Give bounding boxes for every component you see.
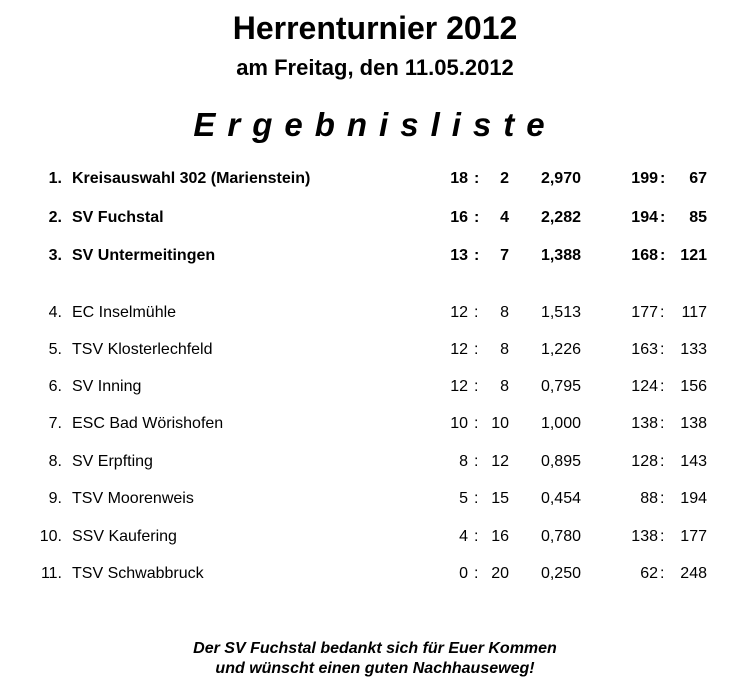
balls-conceded: 156 bbox=[680, 378, 707, 395]
team-name: SV Fuchstal bbox=[72, 209, 164, 226]
table-row bbox=[0, 209, 750, 231]
team-name: ESC Bad Wörishofen bbox=[72, 415, 224, 432]
balls-scored: 138 bbox=[631, 528, 658, 545]
table-row bbox=[0, 304, 750, 326]
points-lost: 8 bbox=[500, 304, 509, 321]
team-name: TSV Klosterlechfeld bbox=[72, 341, 213, 358]
table-row bbox=[0, 170, 750, 192]
table-row bbox=[0, 528, 750, 550]
balls-conceded: 248 bbox=[680, 565, 707, 582]
balls-conceded: 67 bbox=[689, 170, 707, 187]
points-won: 16 bbox=[450, 209, 468, 226]
table-row bbox=[0, 565, 750, 587]
points-won: 0 bbox=[459, 565, 468, 582]
team-name: SSV Kaufering bbox=[72, 528, 177, 545]
footer-line-2: und wünscht einen guten Nachhauseweg! bbox=[215, 660, 535, 677]
points-separator: : bbox=[474, 565, 479, 582]
quotient-value: 1,000 bbox=[540, 415, 581, 432]
points-lost: 2 bbox=[500, 170, 509, 187]
balls-scored: 124 bbox=[631, 378, 658, 395]
balls-scored: 88 bbox=[640, 490, 658, 507]
rank-cell: 10. bbox=[39, 528, 62, 545]
quotient-value: 1,388 bbox=[540, 247, 581, 264]
balls-conceded: 138 bbox=[680, 415, 707, 432]
quotient-value: 1,226 bbox=[540, 341, 581, 358]
points-won: 5 bbox=[459, 490, 468, 507]
balls-separator: : bbox=[660, 378, 665, 395]
rank-cell: 6. bbox=[48, 378, 62, 395]
points-lost: 15 bbox=[491, 490, 509, 507]
balls-scored: 168 bbox=[631, 247, 658, 264]
balls-conceded: 133 bbox=[680, 341, 707, 358]
quotient-value: 2,970 bbox=[540, 170, 581, 187]
balls-conceded: 143 bbox=[680, 453, 707, 470]
rank-cell: 3. bbox=[48, 247, 62, 264]
table-row bbox=[0, 415, 750, 437]
table-row bbox=[0, 490, 750, 512]
points-lost: 10 bbox=[491, 415, 509, 432]
points-lost: 7 bbox=[500, 247, 509, 264]
team-name: EC Inselmühle bbox=[72, 304, 177, 321]
balls-separator: : bbox=[660, 170, 666, 187]
team-name: Kreisauswahl 302 (Marienstein) bbox=[72, 170, 311, 187]
points-separator: : bbox=[474, 378, 479, 395]
team-name: SV Inning bbox=[72, 378, 142, 395]
balls-separator: : bbox=[660, 528, 665, 545]
points-won: 4 bbox=[459, 528, 468, 545]
points-won: 12 bbox=[450, 304, 468, 321]
points-separator: : bbox=[474, 528, 479, 545]
document-title: Herrenturnier 2012 bbox=[232, 10, 518, 46]
points-lost: 8 bbox=[500, 378, 509, 395]
table-row bbox=[0, 341, 750, 363]
balls-conceded: 85 bbox=[689, 209, 707, 226]
quotient-value: 1,513 bbox=[540, 304, 581, 321]
team-name: TSV Moorenweis bbox=[72, 490, 194, 507]
balls-scored: 177 bbox=[631, 304, 658, 321]
rank-cell: 9. bbox=[48, 490, 62, 507]
points-separator: : bbox=[474, 415, 479, 432]
points-lost: 4 bbox=[500, 209, 509, 226]
points-lost: 16 bbox=[491, 528, 509, 545]
table-row bbox=[0, 453, 750, 475]
quotient-value: 0,895 bbox=[540, 453, 581, 470]
rank-cell: 11. bbox=[40, 565, 62, 582]
points-won: 10 bbox=[450, 415, 468, 432]
event-date: am Freitag, den 11.05.2012 bbox=[236, 55, 514, 80]
balls-separator: : bbox=[660, 453, 665, 470]
balls-scored: 163 bbox=[631, 341, 658, 358]
rank-cell: 1. bbox=[48, 170, 62, 187]
balls-separator: : bbox=[660, 565, 665, 582]
balls-scored: 199 bbox=[631, 170, 658, 187]
balls-separator: : bbox=[660, 415, 665, 432]
points-won: 12 bbox=[450, 378, 468, 395]
results-heading: Ergebnisliste bbox=[193, 106, 557, 143]
balls-separator: : bbox=[660, 304, 665, 321]
points-separator: : bbox=[474, 490, 479, 507]
team-name: TSV Schwabbruck bbox=[72, 565, 204, 582]
balls-scored: 194 bbox=[631, 209, 658, 226]
points-separator: : bbox=[474, 453, 479, 470]
points-separator: : bbox=[474, 209, 480, 226]
balls-conceded: 121 bbox=[680, 247, 707, 264]
quotient-value: 0,250 bbox=[540, 565, 581, 582]
points-separator: : bbox=[474, 341, 479, 358]
balls-conceded: 194 bbox=[680, 490, 707, 507]
quotient-value: 0,780 bbox=[540, 528, 581, 545]
points-lost: 12 bbox=[491, 453, 509, 470]
rank-cell: 2. bbox=[48, 209, 62, 226]
balls-scored: 62 bbox=[640, 565, 658, 582]
rank-cell: 4. bbox=[48, 304, 62, 321]
points-lost: 8 bbox=[500, 341, 509, 358]
quotient-value: 0,795 bbox=[540, 378, 581, 395]
footer-line-1: Der SV Fuchstal bedankt sich für Euer Kommen bbox=[193, 640, 557, 657]
points-separator: : bbox=[474, 170, 480, 187]
points-separator: : bbox=[474, 247, 480, 264]
table-row bbox=[0, 247, 750, 269]
points-won: 13 bbox=[450, 247, 468, 264]
balls-separator: : bbox=[660, 341, 665, 358]
points-won: 12 bbox=[450, 341, 468, 358]
rank-cell: 8. bbox=[48, 453, 62, 470]
quotient-value: 0,454 bbox=[540, 490, 581, 507]
balls-scored: 128 bbox=[631, 453, 658, 470]
points-won: 8 bbox=[459, 453, 468, 470]
team-name: SV Untermeitingen bbox=[72, 247, 216, 264]
rank-cell: 5. bbox=[48, 341, 62, 358]
balls-separator: : bbox=[660, 209, 666, 226]
balls-conceded: 117 bbox=[681, 304, 707, 321]
balls-conceded: 177 bbox=[680, 528, 707, 545]
points-won: 18 bbox=[450, 170, 468, 187]
balls-separator: : bbox=[660, 490, 665, 507]
points-separator: : bbox=[474, 304, 479, 321]
balls-scored: 138 bbox=[631, 415, 658, 432]
table-row bbox=[0, 378, 750, 400]
team-name: SV Erpfting bbox=[72, 453, 153, 470]
points-lost: 20 bbox=[491, 565, 509, 582]
balls-separator: : bbox=[660, 247, 666, 264]
rank-cell: 7. bbox=[48, 415, 62, 432]
quotient-value: 2,282 bbox=[540, 209, 581, 226]
